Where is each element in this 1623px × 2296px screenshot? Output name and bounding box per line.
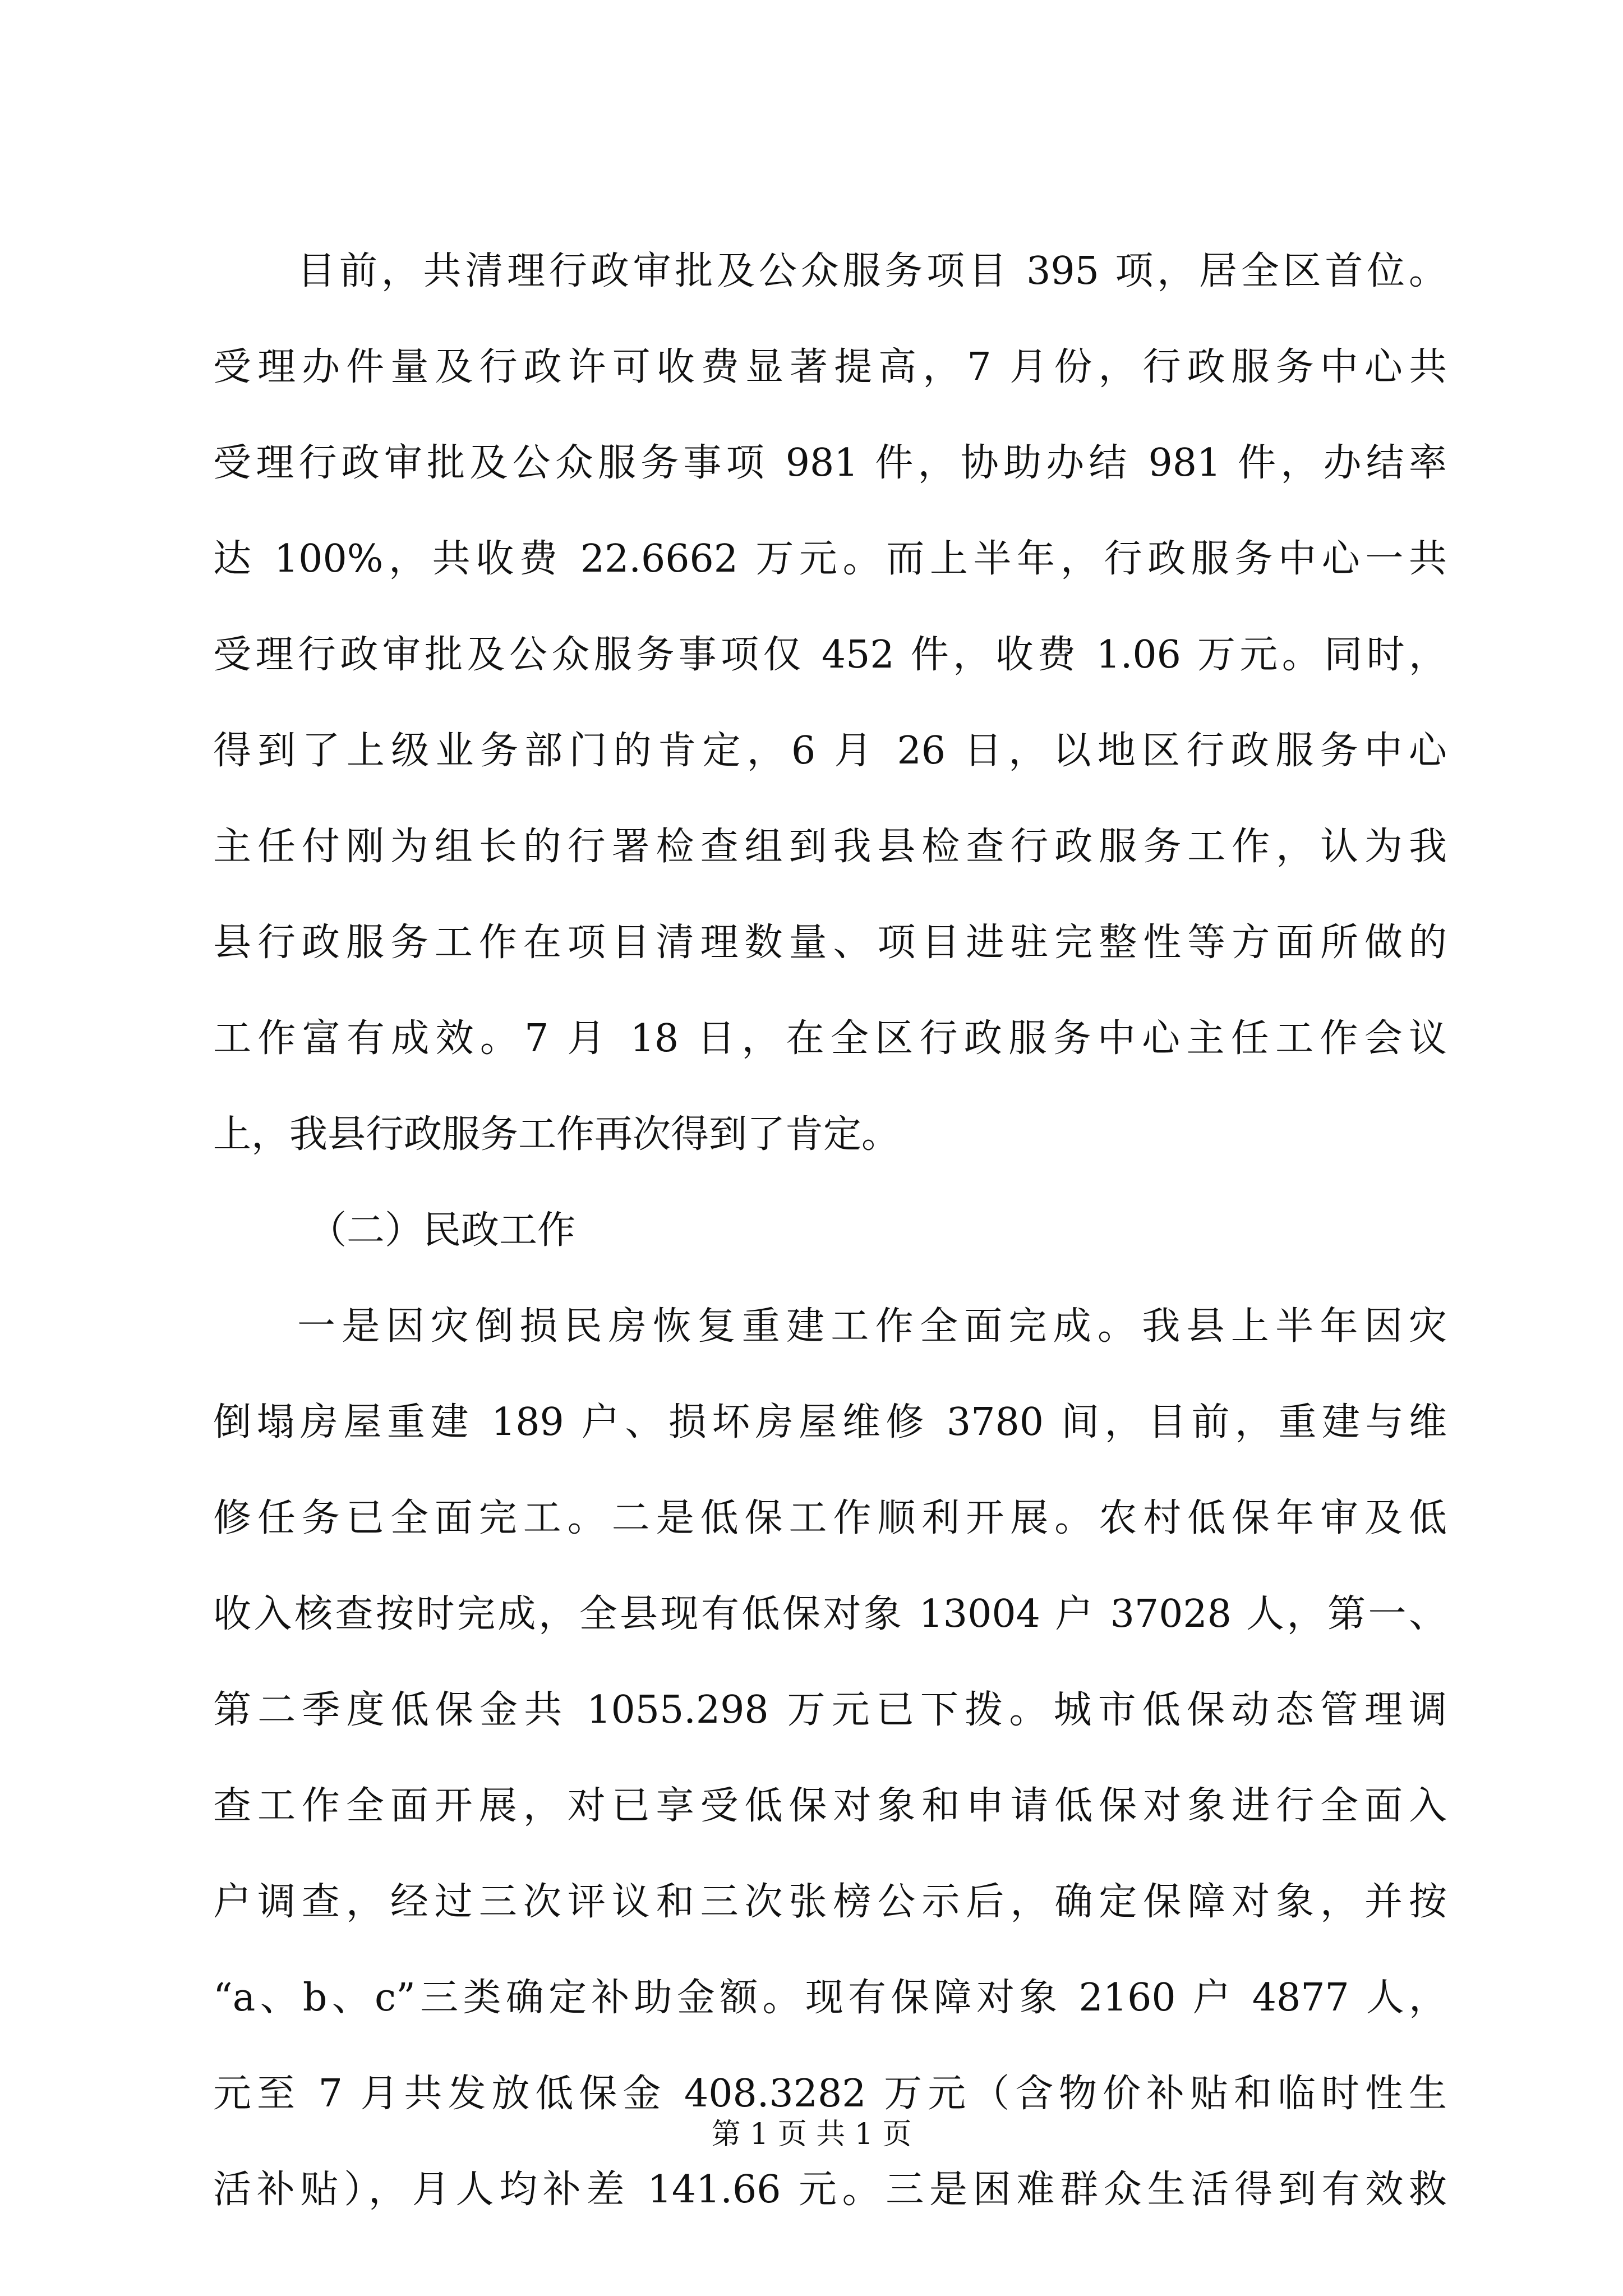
paragraph-line: “a、b、c”三类确定补助金额。现有保障对象 2160 户 4877 人， — [213, 1976, 1447, 2020]
paragraph-line: 受理行政审批及公众服务事项仅 452 件，收费 1.06 万元。同时， — [213, 633, 1447, 677]
paragraph-line: 元至 7 月共发放低保金 408.3282 万元（含物价补贴和临时性生 — [213, 2072, 1447, 2116]
paragraph-line: 达 100%，共收费 22.6662 万元。而上半年，行政服务中心一共 — [213, 537, 1447, 581]
page-number-footer: 第 1 页 共 1 页 — [711, 2118, 912, 2151]
document-body — [213, 223, 1447, 2238]
paragraph-line: 受理办件量及行政许可收费显著提高，7 月份，行政服务中心共 — [213, 345, 1447, 389]
paragraph-line: 得到了上级业务部门的肯定，6 月 26 日，以地区行政服务中心 — [213, 729, 1447, 773]
paragraph-line: 目前，共清理行政审批及公众服务项目 395 项，居全区首位。 — [297, 249, 1447, 293]
paragraph-line: 一是因灾倒损民房恢复重建工作全面完成。我县上半年因灾 — [297, 1304, 1447, 1349]
paragraph-line: 工作富有成效。7 月 18 日，在全区行政服务中心主任工作会议 — [213, 1016, 1447, 1061]
paragraph-line: 受理行政审批及公众服务事项 981 件，协助办结 981 件，办结率 — [213, 441, 1447, 485]
paragraph-line: 查工作全面开展，对已享受低保对象和申请低保对象进行全面入 — [213, 1784, 1447, 1828]
paragraph-line: 活补贴），月人均补差 141.66 元。三是困难群众生活得到有效救 — [213, 2168, 1447, 2212]
paragraph-line: 修任务已全面完工。二是低保工作顺利开展。农村低保年审及低 — [213, 1496, 1447, 1540]
paragraph-line: 上，我县行政服务工作再次得到了肯定。 — [213, 1112, 900, 1157]
paragraph-line: 收入核查按时完成，全县现有低保对象 13004 户 37028 人，第一、 — [213, 1592, 1447, 1636]
paragraph-line: 第二季度低保金共 1055.298 万元已下拨。城市低保动态管理调 — [213, 1688, 1447, 1732]
section-heading: （二）民政工作 — [308, 1208, 576, 1253]
paragraph-line: 主任付刚为组长的行署检查组到我县检查行政服务工作，认为我 — [213, 825, 1447, 869]
paragraph-line: 户调查，经过三次评议和三次张榜公示后，确定保障对象，并按 — [213, 1880, 1447, 1924]
paragraph-line: 倒塌房屋重建 189 户、损坏房屋维修 3780 间，目前，重建与维 — [213, 1400, 1447, 1444]
paragraph-line: 县行政服务工作在项目清理数量、项目进驻完整性等方面所做的 — [213, 921, 1447, 965]
